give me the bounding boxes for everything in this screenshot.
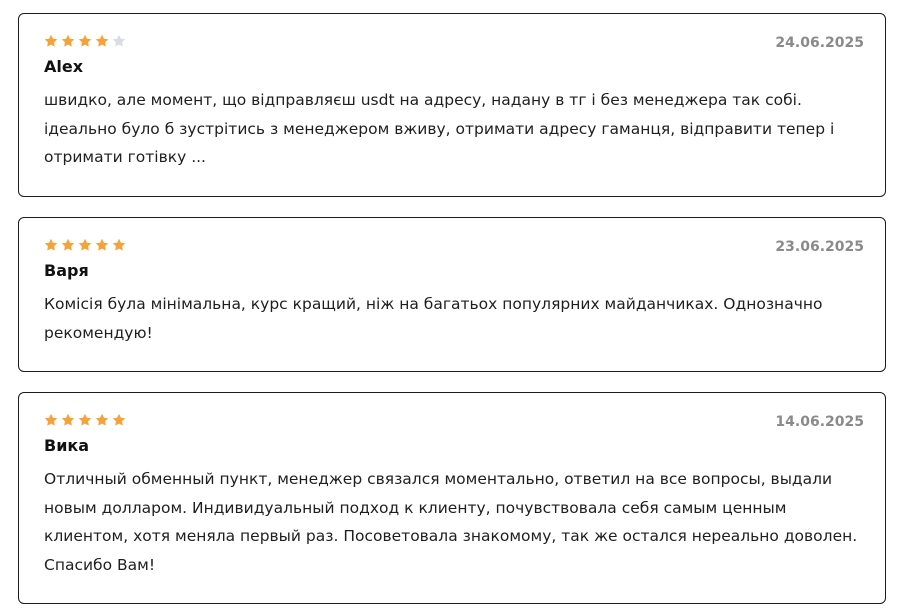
star-rating (44, 238, 126, 252)
review-text: Комісія була мінімальна, курс кращий, ніж на багатьох популярних майданчиках. Однозначно рекомендую! (44, 295, 823, 342)
star-filled-icon (61, 34, 75, 48)
star-filled-icon (78, 34, 92, 48)
star-filled-icon (78, 413, 92, 427)
star-rating (44, 34, 126, 48)
star-filled-icon (112, 238, 126, 252)
review-date: 24.06.2025 (775, 35, 864, 51)
review-text: швидко, але момент, що відправляєш usdt на адресу, надану в тг і без менеджера так собі. ідеально було б зустрітись з менеджером вживу, отримати адресу гаманця, відправити тепер і отримати готівку ... (44, 91, 835, 166)
star-rating (44, 413, 126, 427)
review-author: Вика (44, 436, 90, 455)
star-filled-icon (44, 413, 58, 427)
review-date: 23.06.2025 (775, 239, 864, 255)
star-filled-icon (95, 413, 109, 427)
star-filled-icon (44, 238, 58, 252)
review-card (18, 392, 886, 604)
review-author: Варя (44, 261, 89, 280)
review-date: 14.06.2025 (775, 414, 864, 430)
star-filled-icon (44, 34, 58, 48)
star-empty-icon (112, 34, 126, 48)
star-filled-icon (78, 238, 92, 252)
review-card (18, 217, 886, 372)
star-filled-icon (112, 413, 126, 427)
review-text: Отличный обменный пункт, менеджер связался моментально, ответил на все вопросы, выдали новым долларом. Индивидуальный подход к клиенту, почувствовала себя самым ценным клиентом, хотя меняла первый раз. Посоветовала знакомому, так же остался нереально доволен. Спасибо Вам! (44, 470, 858, 574)
star-filled-icon (95, 238, 109, 252)
star-filled-icon (95, 34, 109, 48)
star-filled-icon (61, 238, 75, 252)
review-author: Alex (44, 57, 84, 76)
star-filled-icon (61, 413, 75, 427)
review-card (18, 13, 886, 197)
